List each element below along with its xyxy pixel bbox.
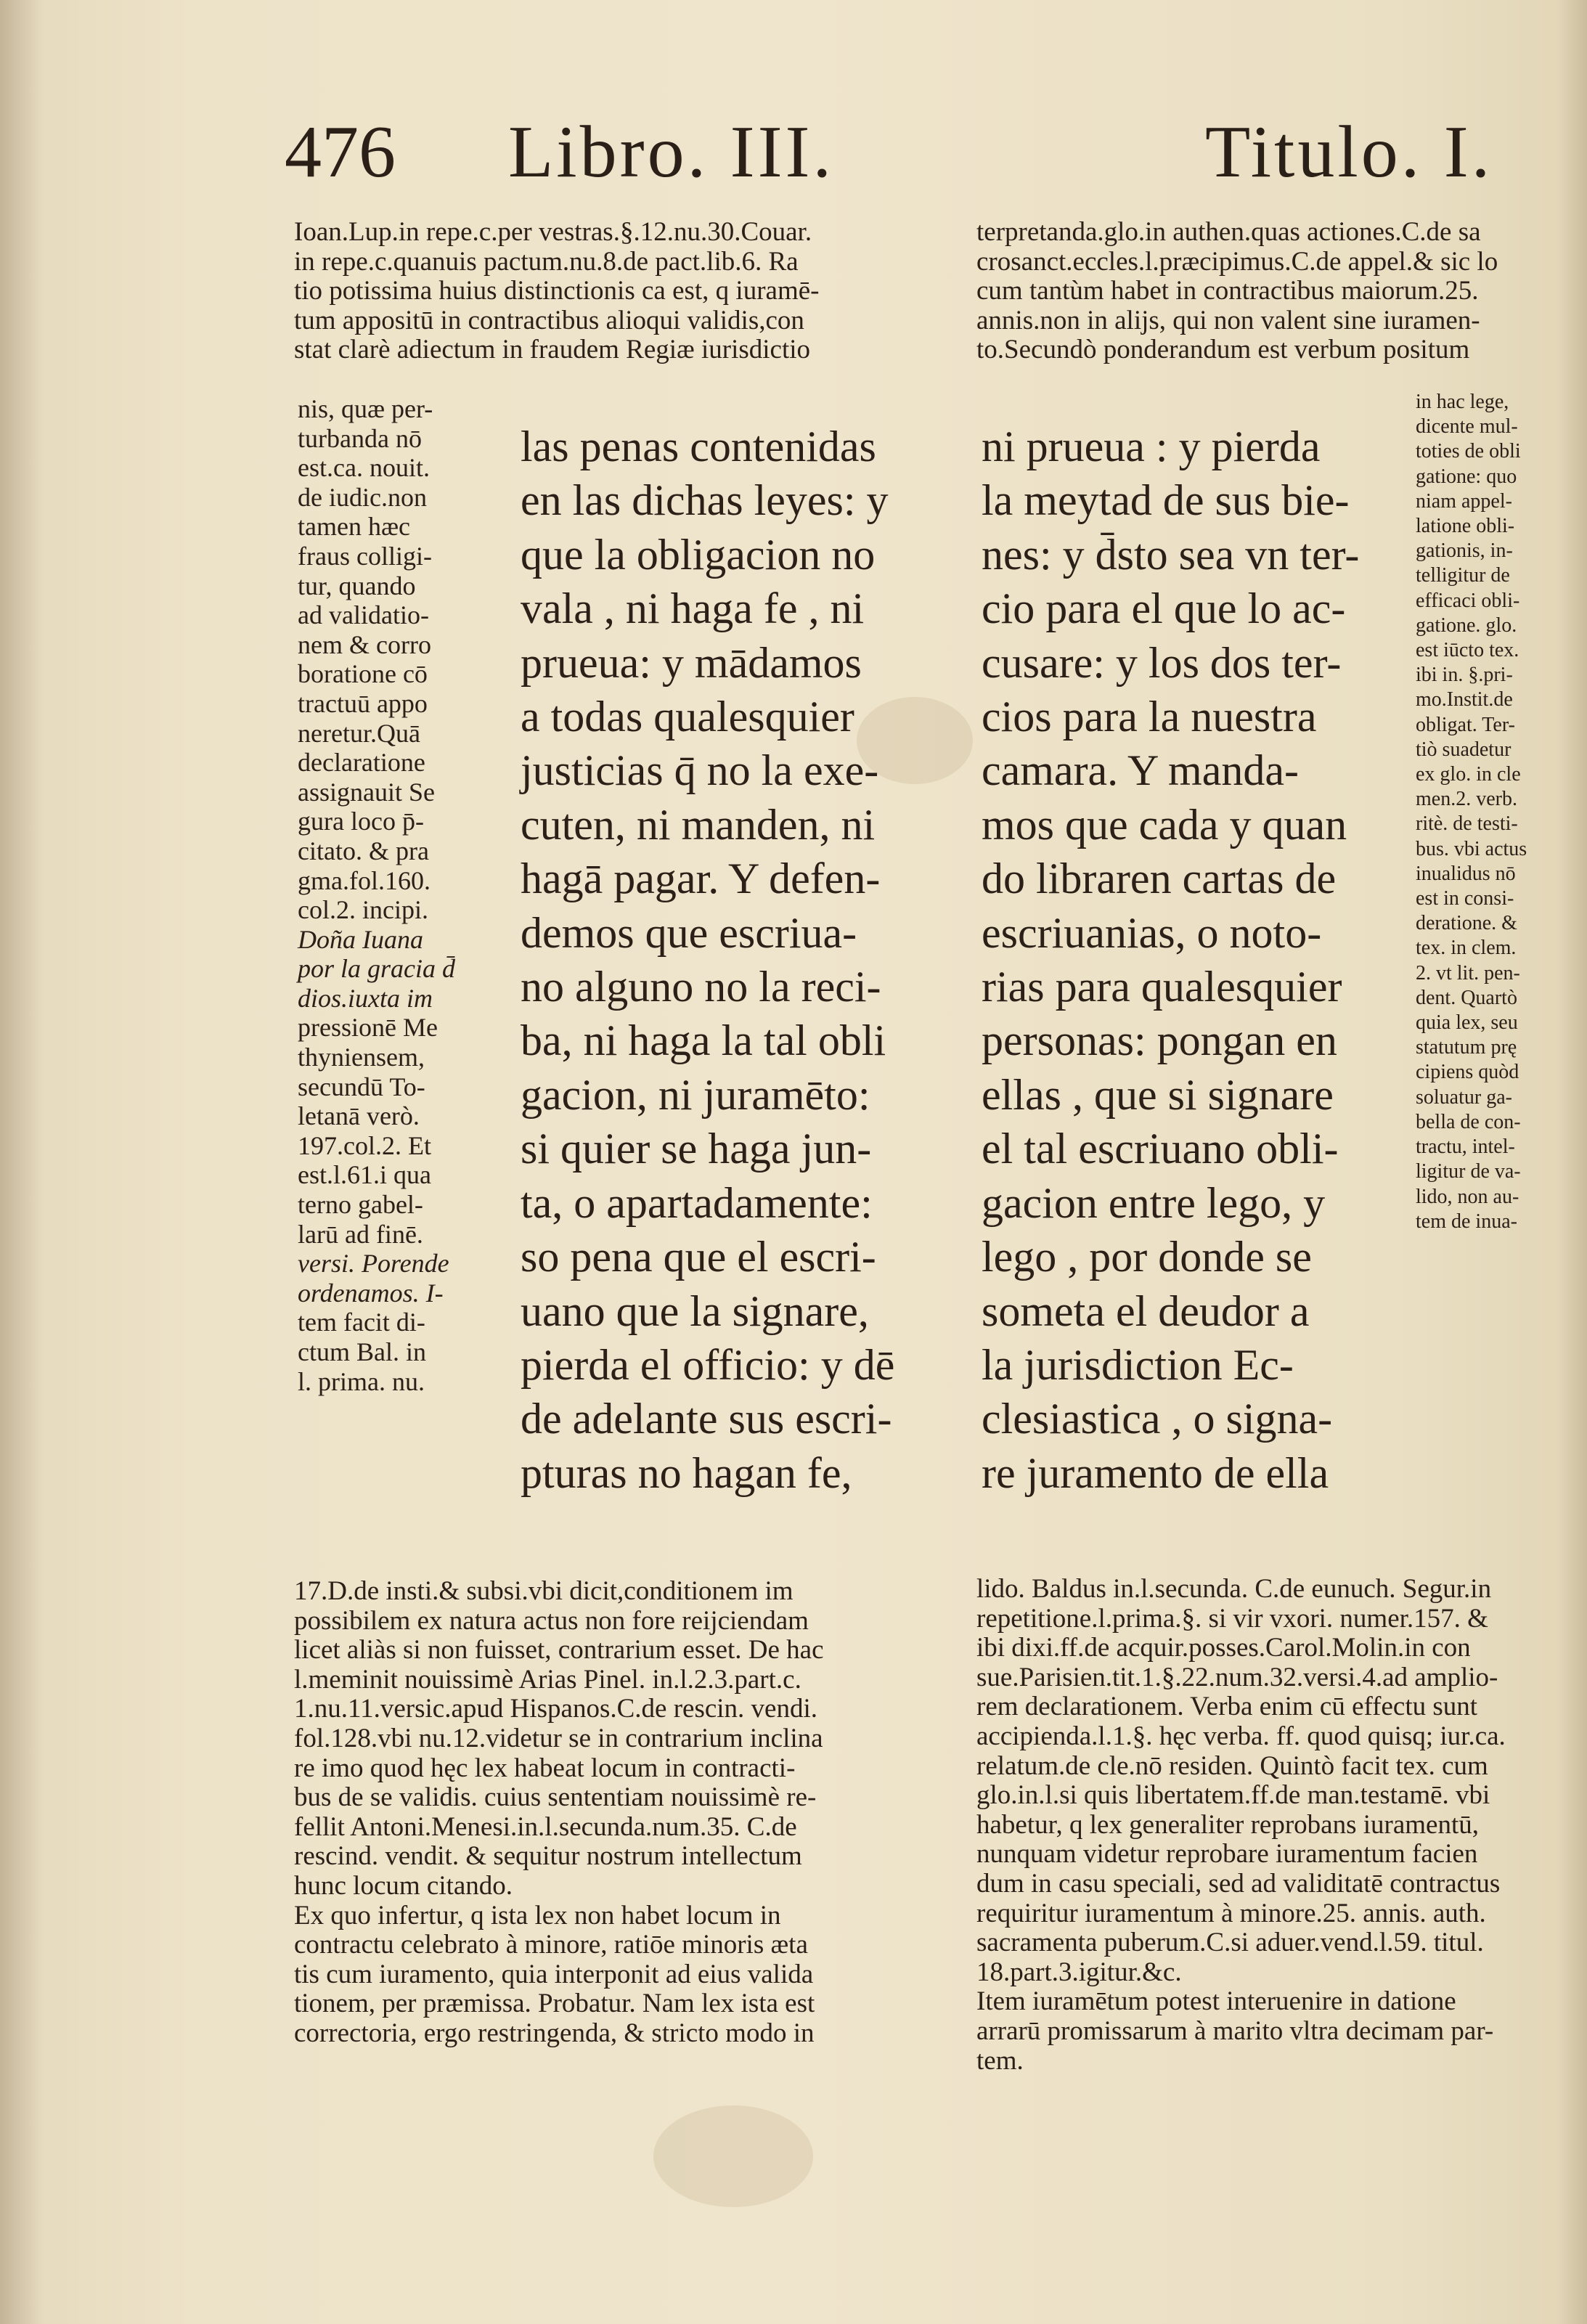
text-line: tem facit di- bbox=[298, 1308, 425, 1337]
text-line: bus de se validis. cuius sententiam nouissimè re- bbox=[294, 1782, 817, 1813]
text-line: fraus colligi- bbox=[298, 541, 432, 571]
text-line: lido, non au- bbox=[1416, 1185, 1519, 1208]
text-line: mos que cada y quan bbox=[982, 800, 1347, 849]
text-line: larū ad finē. bbox=[298, 1219, 423, 1249]
text-line: declaratione bbox=[298, 748, 425, 778]
text-line: crosanct.eccles.l.præcipimus.C.de appel.& sic lo bbox=[976, 246, 1498, 277]
text-line: de iudic.non bbox=[298, 482, 427, 512]
text-line: que la obligacion no bbox=[521, 530, 876, 579]
text-line: bus. vbi actus bbox=[1416, 837, 1527, 860]
text-line: obligat. Ter- bbox=[1416, 713, 1515, 736]
text-line: rias para qualesquier bbox=[982, 963, 1342, 1011]
text-line: terno gabel- bbox=[298, 1190, 423, 1220]
text-line: demos que escriua- bbox=[521, 908, 857, 957]
text-line: 197.col.2. Et bbox=[298, 1130, 431, 1160]
text-line: justicias q̄ no la exe- bbox=[521, 746, 879, 795]
text-line: someta el deudor a bbox=[982, 1287, 1310, 1335]
law-text-left bbox=[521, 420, 942, 1500]
text-line: por la gracia d̄ bbox=[298, 954, 456, 984]
text-line: gatione. glo. bbox=[1416, 613, 1517, 637]
text-line: a todas qualesquier bbox=[521, 693, 854, 741]
text-line: ba, ni haga la tal obli bbox=[521, 1016, 886, 1065]
text-line: 2. vt lit. pen- bbox=[1416, 961, 1520, 984]
text-line: ordenamos. I- bbox=[298, 1278, 444, 1308]
text-line: no alguno no la reci- bbox=[521, 963, 881, 1011]
text-line: ex glo. in cle bbox=[1416, 763, 1521, 786]
text-line: ellas , que si signare bbox=[982, 1070, 1334, 1119]
text-line: deratione. & bbox=[1416, 912, 1517, 935]
text-line: dent. Quartò bbox=[1416, 986, 1517, 1009]
text-line: to.Secundò ponderandum est verbum positum bbox=[976, 335, 1470, 365]
text-line: camara. Y manda- bbox=[982, 746, 1299, 795]
text-line: est.ca. nouit. bbox=[298, 453, 430, 483]
text-line: do libraren cartas de bbox=[982, 855, 1337, 903]
text-line: cusare: y los dos ter- bbox=[982, 638, 1342, 687]
text-line: lido. Baldus in.l.secunda. C.de eunuch. Segur.in bbox=[976, 1574, 1492, 1604]
text-line: secundū To- bbox=[298, 1072, 425, 1101]
text-line: latione obli- bbox=[1416, 515, 1515, 538]
text-line: col.2. incipi. bbox=[298, 895, 428, 925]
right-margin-gloss bbox=[1416, 390, 1554, 1234]
text-line: escriuanias, o noto- bbox=[982, 908, 1322, 957]
text-line: prueua: y mādamos bbox=[521, 638, 862, 687]
text-line: ad validatio- bbox=[298, 600, 429, 630]
text-line: vala , ni haga fe , ni bbox=[521, 584, 865, 633]
text-line: ctum Bal. in bbox=[298, 1337, 426, 1366]
text-line: clesiastica , o signa- bbox=[982, 1395, 1333, 1443]
text-line: neretur.Quā bbox=[298, 718, 420, 748]
text-line: glo.in.l.si quis libertatem.ff.de man.testamē. vbi bbox=[976, 1780, 1490, 1811]
text-line: tractu, intel- bbox=[1416, 1136, 1515, 1159]
text-line: tiò suadetur bbox=[1416, 738, 1511, 761]
text-line: Item iuramētum potest interuenire in datione bbox=[976, 1986, 1456, 2017]
right-commentary-top bbox=[976, 218, 1557, 365]
text-line: boratione cō bbox=[298, 659, 428, 689]
text-line: tio potissima huius distinctionis ca est, q iuramē- bbox=[294, 276, 820, 306]
text-line: las penas contenidas bbox=[521, 423, 876, 470]
text-line: de adelante sus escri- bbox=[521, 1395, 892, 1443]
text-line: licet aliàs si non fuisset, contrarium esset. De hac bbox=[294, 1635, 824, 1665]
left-commentary-bottom bbox=[294, 1577, 947, 2049]
text-line: tis cum iuramento, quia interponit ad eius valida bbox=[294, 1959, 814, 1989]
text-line: mo.Instit.de bbox=[1416, 688, 1513, 712]
text-line: uano que la signare, bbox=[521, 1287, 869, 1335]
text-line: relatum.de cle.nō residen. Quintò facit tex. cum bbox=[976, 1750, 1488, 1781]
text-line: ibi in. §.pri- bbox=[1416, 664, 1513, 687]
text-line: requiritur iuramentum à minore.25. annis. auth. bbox=[976, 1898, 1486, 1928]
text-line: tionem, per præmissa. Probatur. Nam lex ista est bbox=[294, 1989, 815, 2019]
text-line: 18.part.3.igitur.&c. bbox=[976, 1957, 1182, 1987]
text-line: niam appel- bbox=[1416, 489, 1512, 513]
text-line: lego , por donde se bbox=[982, 1233, 1312, 1281]
text-line: telligitur de bbox=[1416, 564, 1510, 587]
text-line: thyniensem, bbox=[298, 1043, 425, 1072]
text-line: personas: pongan en bbox=[982, 1016, 1337, 1065]
text-line: letanā verò. bbox=[298, 1101, 420, 1131]
text-line: est in consi- bbox=[1416, 887, 1514, 910]
text-line: bella de con- bbox=[1416, 1110, 1521, 1133]
text-line: cum tantùm habet in contractibus maiorum.25. bbox=[976, 276, 1479, 306]
text-line: 1.nu.11.versic.apud Hispanos.C.de rescin. vendi. bbox=[294, 1694, 818, 1724]
text-line: la meytad de sus bie- bbox=[982, 476, 1350, 525]
text-line: nem & corro bbox=[298, 629, 431, 659]
text-line: sacramenta puberum.C.si aduer.vend.l.59. titul. bbox=[976, 1928, 1484, 1958]
text-line: ni prueua : y pierda bbox=[982, 423, 1321, 470]
left-margin-gloss bbox=[298, 394, 494, 1396]
paper-stain bbox=[653, 2105, 813, 2207]
text-line: annis.non in alijs, qui non valent sine iuramen- bbox=[976, 305, 1480, 335]
page-edge-shadow bbox=[1558, 0, 1587, 2324]
text-line: tem de inua- bbox=[1416, 1210, 1517, 1233]
text-line: dios.iuxta im bbox=[298, 983, 433, 1013]
text-line: re imo quod hęc lex habeat locum in contracti- bbox=[294, 1753, 796, 1783]
text-line: si quier se haga jun- bbox=[521, 1125, 872, 1173]
book-heading: Libro. III. bbox=[508, 111, 835, 193]
text-line: in hac lege, bbox=[1416, 391, 1509, 413]
text-line: tem. bbox=[976, 2045, 1024, 2076]
text-line: rescind. vendit. & sequitur nostrum intellectum bbox=[294, 1841, 802, 1872]
text-line: l.meminit nouissimè Arias Pinel. in.l.2.3.part.c. bbox=[294, 1664, 801, 1695]
text-line: hunc locum citando. bbox=[294, 1870, 513, 1901]
text-line: tur, quando bbox=[298, 571, 416, 600]
text-line: ta, o apartadamente: bbox=[521, 1178, 873, 1227]
text-line: el tal escriuano obli- bbox=[982, 1125, 1339, 1173]
right-commentary-bottom bbox=[976, 1575, 1557, 2076]
text-line: turbanda nō bbox=[298, 423, 422, 453]
text-line: cuten, ni manden, ni bbox=[521, 800, 876, 849]
text-line: cipiens quòd bbox=[1416, 1061, 1519, 1084]
text-line: arrarū promissarum à marito vltra decimam par- bbox=[976, 2015, 1494, 2046]
page-number: 476 bbox=[285, 111, 396, 193]
text-line: en las dichas leyes: y bbox=[521, 476, 889, 525]
text-line: cios para la nuestra bbox=[982, 693, 1317, 741]
text-line: nis, quæ per- bbox=[298, 394, 433, 423]
text-line: pierda el officio: y dē bbox=[521, 1340, 895, 1389]
text-line: la jurisdiction Ec- bbox=[982, 1340, 1294, 1389]
text-line: stat clarè adiectum in fraudem Regiæ iurisdictio bbox=[294, 335, 811, 365]
text-line: sue.Parisien.tit.1.§.22.num.32.versi.4.ad amplio- bbox=[976, 1662, 1498, 1692]
text-line: possibilem ex natura actus non fore reijciendam bbox=[294, 1605, 809, 1636]
text-line: correctoria, ergo restringenda, & stricto modo in bbox=[294, 2018, 815, 2048]
text-line: repetitione.l.prima.§. si vir vxori. numer.157. & bbox=[976, 1603, 1488, 1634]
text-line: so pena que el escri- bbox=[521, 1233, 876, 1281]
text-line: fellit Antoni.Menesi.in.l.secunda.num.35. C.de bbox=[294, 1811, 797, 1842]
text-line: pturas no hagan fe, bbox=[521, 1448, 852, 1497]
text-line: inualidus nō bbox=[1416, 862, 1516, 885]
text-line: ibi dixi.ff.de acquir.posses.Carol.Molin.in con bbox=[976, 1633, 1471, 1663]
text-line: Ioan.Lup.in repe.c.per vestras.§.12.nu.30.Couar. bbox=[294, 217, 812, 247]
text-line: versi. Porende bbox=[298, 1249, 449, 1279]
text-line: accipienda.l.1.§. hęc verba. ff. quod quisq; iur.ca. bbox=[976, 1721, 1506, 1751]
text-line: gacion entre lego, y bbox=[982, 1178, 1326, 1227]
text-line: tum appositū in contractibus alioqui validis,con bbox=[294, 305, 804, 335]
text-line: 17.D.de insti.& subsi.vbi dicit,conditionem im bbox=[294, 1576, 794, 1606]
text-line: Doña Iuana bbox=[298, 924, 423, 954]
law-text-right bbox=[982, 420, 1410, 1500]
text-line: fol.128.vbi nu.12.videtur se in contrarium inclina bbox=[294, 1723, 823, 1753]
text-line: gationis, in- bbox=[1416, 539, 1513, 563]
text-line: est.l.61.i qua bbox=[298, 1160, 431, 1190]
text-line: re juramento de ella bbox=[982, 1448, 1329, 1497]
text-line: dicente mul- bbox=[1416, 415, 1518, 439]
text-line: gma.fol.160. bbox=[298, 865, 431, 895]
text-line: statutum prę bbox=[1416, 1036, 1517, 1059]
text-line: tamen hæc bbox=[298, 512, 410, 542]
text-line: Ex quo infertur, q ista lex non habet locum in bbox=[294, 1900, 781, 1930]
text-line: tex. in clem. bbox=[1416, 937, 1517, 960]
text-line: gatione: quo bbox=[1416, 465, 1517, 488]
text-line: est iūcto tex. bbox=[1416, 639, 1519, 662]
text-line: l. prima. nu. bbox=[298, 1366, 425, 1396]
text-line: men.2. verb. bbox=[1416, 788, 1517, 811]
title-heading: Titulo. I. bbox=[1205, 111, 1493, 193]
text-line: quia lex, seu bbox=[1416, 1011, 1518, 1035]
text-line: gura loco p̄- bbox=[298, 807, 424, 836]
text-line: citato. & pra bbox=[298, 836, 429, 865]
text-line: rem declarationem. Verba enim cū effectu sunt bbox=[976, 1692, 1478, 1722]
text-line: soluatur ga- bbox=[1416, 1085, 1512, 1109]
text-line: dum in casu speciali, sed ad validitatē contractus bbox=[976, 1868, 1501, 1899]
gutter-shadow bbox=[0, 0, 44, 2324]
text-line: contractu celebrato à minore, ratiōe minoris æta bbox=[294, 1930, 808, 1960]
left-commentary-top bbox=[294, 218, 947, 365]
text-line: habetur, q lex generaliter reprobans iuramentū, bbox=[976, 1809, 1479, 1840]
text-line: in repe.c.quanuis pactum.nu.8.de pact.lib.6. Ra bbox=[294, 246, 799, 277]
text-line: terpretanda.glo.in authen.quas actiones.C.de sa bbox=[976, 217, 1481, 247]
text-line: toties de obli bbox=[1416, 440, 1521, 463]
text-line: nes: y d̄sto sea vn ter- bbox=[982, 530, 1360, 579]
text-line: tractuū appo bbox=[298, 688, 428, 718]
text-line: efficaci obli- bbox=[1416, 589, 1520, 612]
text-line: pressionē Me bbox=[298, 1013, 438, 1043]
text-line: cio para el que lo ac- bbox=[982, 584, 1346, 633]
text-line: assignauit Se bbox=[298, 777, 435, 807]
text-line: ritè. de testi- bbox=[1416, 812, 1518, 836]
text-line: ligitur de va- bbox=[1416, 1160, 1521, 1183]
text-line: hagā pagar. Y defen- bbox=[521, 855, 881, 903]
text-line: nunquam videtur reprobare iuramentum facien bbox=[976, 1839, 1478, 1870]
text-line: gacion, ni juramēto: bbox=[521, 1070, 870, 1119]
